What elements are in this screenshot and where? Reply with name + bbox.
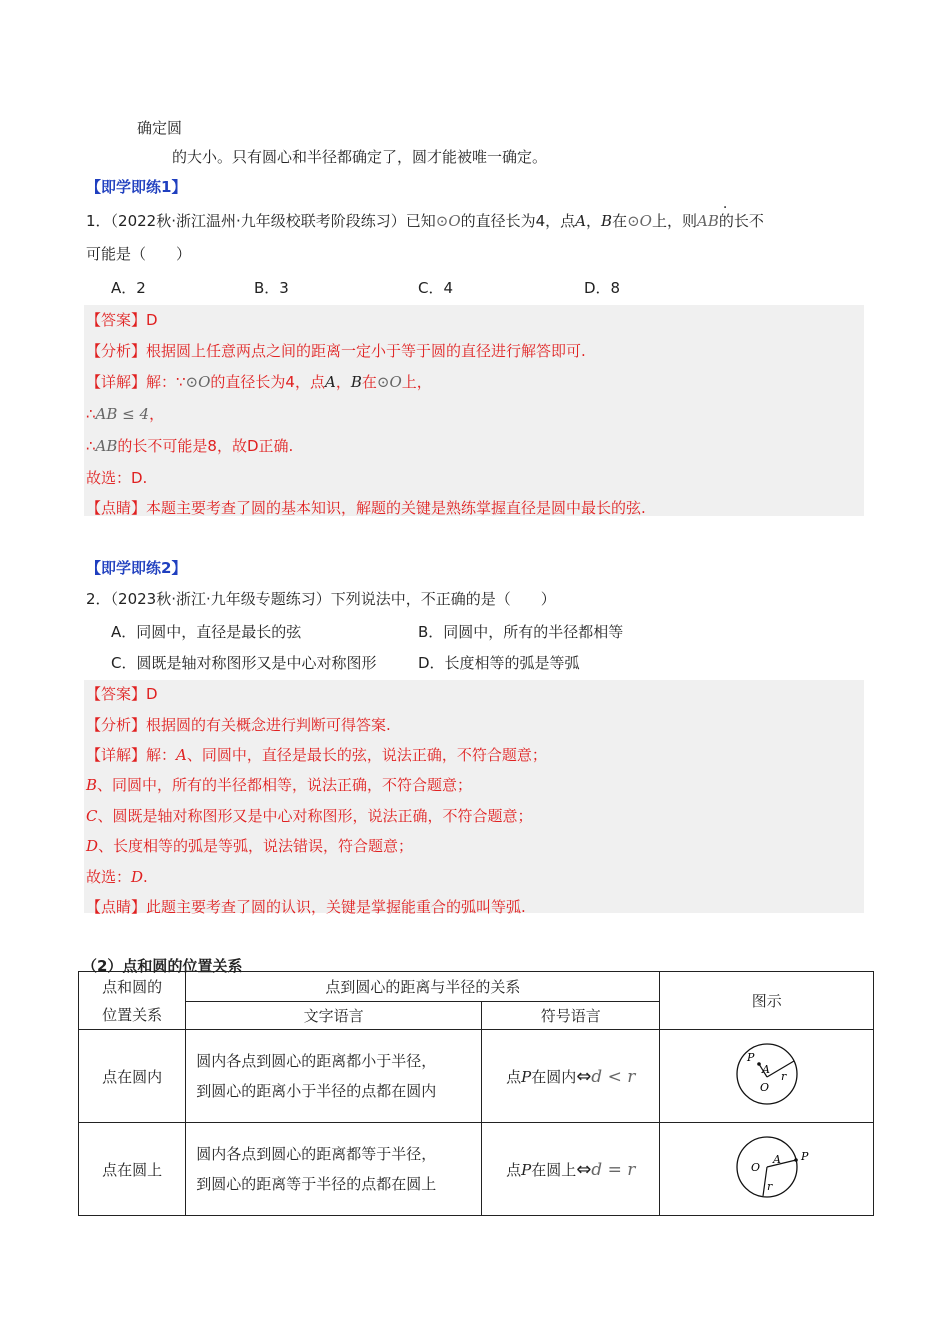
svg-text:r: r [780, 1070, 786, 1083]
detail-2-line-b: B、同圆中，所有的半径都相等，说法正确，不符合题意； [86, 776, 473, 794]
analysis-2: 【分析】根据圆的有关概念进行判断可得答案. [86, 716, 391, 734]
row-text: 圆内各点到圆心的距离都等于半径， 到圆心的距离等于半径的点都在圆上 [186, 1123, 482, 1216]
svg-text:A: A [761, 1063, 770, 1076]
solution-box-1 [84, 305, 864, 516]
header-position: 点和圆的 位置关系 [79, 972, 186, 1030]
table-row [79, 1123, 874, 1216]
practice1-question-line1: 1．（2022秋·浙江温州·九年级校联考阶段练习）已知⊙O的直径长为4，点A，B在⊙O上，则AB的长不 [86, 212, 764, 230]
row-name: 点在圆上 [79, 1123, 186, 1216]
detail-2-line-a: 【详解】解：A、同圆中，直径是最长的弦，说法正确，不符合题意； [86, 746, 547, 764]
detail-2-line-d: D、长度相等的弧是等弧，说法错误，符合题意； [86, 837, 414, 855]
svg-text:O: O [759, 1081, 769, 1094]
position-relation-table [78, 971, 874, 1216]
comment-1: 【点睛】本题主要考查了圆的基本知识，解题的关键是熟练掌握直径是圆中最长的弦. [86, 499, 646, 517]
header-text-language: 文字语言 [186, 1002, 482, 1030]
detail-1: 【详解】解：∵⊙O的直径长为4，点A，B在⊙O上， [86, 373, 432, 391]
section-title: （2）点和圆的位置关系 [82, 957, 243, 975]
svg-text:P: P [800, 1150, 809, 1163]
row-symbol: 点P在圆内⇔d < r [482, 1030, 660, 1123]
choose-2: 故选：D. [86, 868, 148, 886]
option-d: D．8 [584, 279, 621, 297]
row-symbol: 点P在圆上⇔d = r [482, 1123, 660, 1216]
row-text: 圆内各点到圆心的距离都小于半径， 到圆心的距离小于半径的点都在圆内 [186, 1030, 482, 1123]
practice2-heading: 【即学即练2】 [86, 559, 187, 577]
step-1: ∴AB ≤ 4， [86, 405, 165, 423]
detail-2-line-c: C、圆既是轴对称图形又是中心对称图形，说法正确，不符合题意； [86, 807, 533, 825]
svg-text:O: O [750, 1161, 760, 1174]
option-b: B．3 [254, 279, 289, 297]
answer-1: 【答案】D [86, 311, 158, 329]
header-figure: 图示 [660, 972, 874, 1030]
option-c: C．4 [418, 279, 454, 297]
intro-line-1: 确定圆 [137, 119, 183, 137]
table-row [79, 1030, 874, 1123]
circle-inside-diagram [707, 1034, 827, 1114]
header-symbol-language: 符号语言 [482, 1002, 660, 1030]
choose-1: 故选：D. [86, 469, 148, 487]
comment-2: 【点睛】此题主要考查了圆的认识，关键是掌握能重合的弧叫等弧. [86, 898, 526, 916]
intro-line-2: 的大小。只有圆心和半径都确定了，圆才能被唯一确定。 [172, 148, 548, 166]
option2-c: C．圆既是轴对称图形又是中心对称图形 [111, 654, 377, 672]
svg-text:A: A [772, 1153, 781, 1166]
figure-point-on [660, 1123, 874, 1216]
header-relation: 点到圆心的距离与半径的关系 [186, 972, 660, 1002]
svg-text:r: r [766, 1180, 772, 1193]
practice2-question: 2．（2023秋·浙江·九年级专题练习）下列说法中，不正确的是（ ） [86, 590, 556, 608]
analysis-1: 【分析】根据圆上任意两点之间的距离一定小于等于圆的直径进行解答即可. [86, 342, 586, 360]
practice1-question-line2: 可能是（ ） [86, 245, 192, 263]
figure-point-inside [660, 1030, 874, 1123]
option-a: A．2 [111, 279, 146, 297]
option2-a: A．同圆中，直径是最长的弦 [111, 623, 302, 641]
option2-b: B．同圆中，所有的半径都相等 [418, 623, 624, 641]
practice1-heading: 【即学即练1】 [86, 178, 187, 196]
option2-d: D．长度相等的弧是等弧 [418, 654, 580, 672]
row-name: 点在圆内 [79, 1030, 186, 1123]
circle-on-diagram [707, 1127, 827, 1207]
svg-text:P: P [746, 1051, 755, 1064]
answer-2: 【答案】D [86, 685, 158, 703]
step-2: ∴AB的长不可能是8，故D正确. [86, 437, 294, 455]
